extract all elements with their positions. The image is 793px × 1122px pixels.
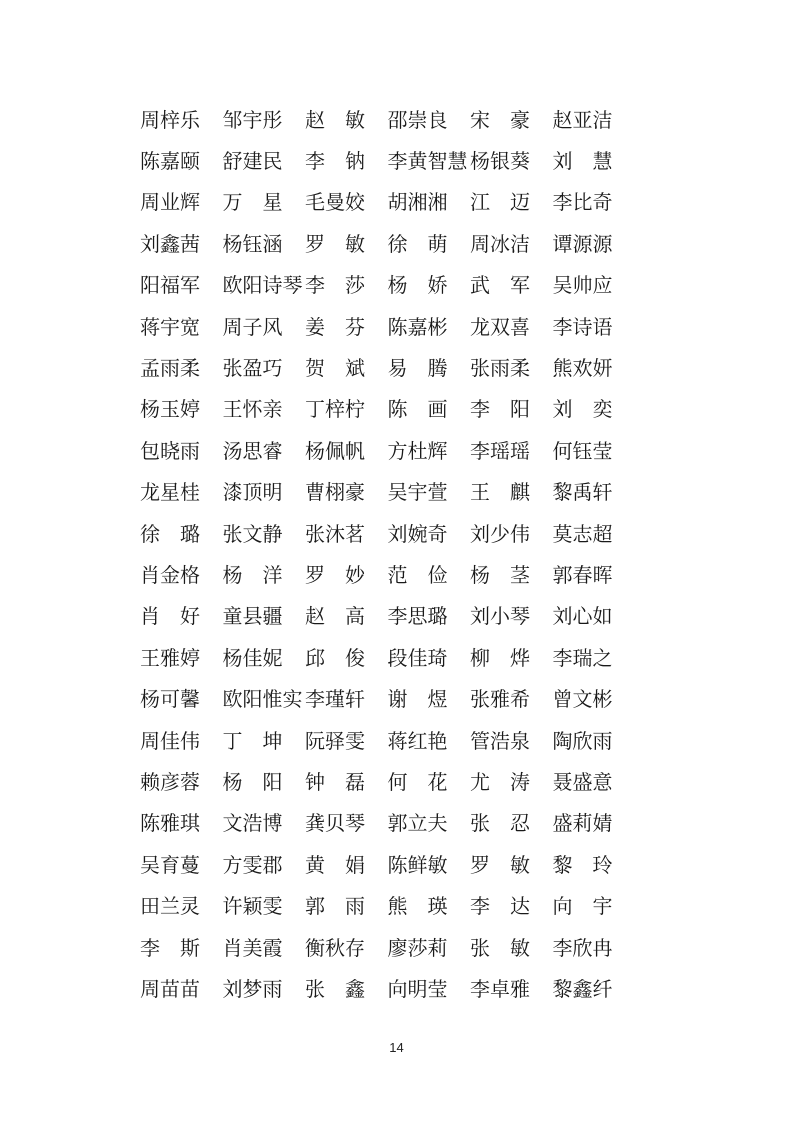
- name-entry: 周苗苗: [140, 976, 200, 1001]
- name-entry: 郭春晖: [552, 562, 613, 587]
- name-entry: 周梓乐: [140, 107, 200, 132]
- name-entry: 杨玉婷: [140, 397, 200, 422]
- name-entry: 衡秋存: [305, 935, 365, 960]
- name-row: [140, 596, 640, 637]
- name-entry: 赖彦蓉: [140, 769, 200, 794]
- name-entry: 张 敏: [470, 935, 530, 960]
- name-entry: 熊欢妍: [552, 356, 613, 381]
- name-row: [140, 844, 640, 885]
- name-entry: 贺 斌: [305, 356, 365, 381]
- name-entry: 黄 娟: [305, 852, 365, 877]
- name-entry: 肖金格: [140, 562, 200, 587]
- name-entry: 赵亚洁: [552, 107, 613, 132]
- name-row: [140, 306, 640, 347]
- name-entry: 盛莉婧: [552, 811, 613, 836]
- name-entry: 方杜辉: [387, 438, 448, 463]
- name-entry: 李 斯: [140, 935, 200, 960]
- name-entry: 李诗语: [552, 314, 613, 339]
- name-entry: 江 迈: [470, 190, 530, 215]
- name-entry: 陈雅琪: [140, 811, 200, 836]
- name-entry: 刘小琴: [470, 604, 530, 629]
- name-entry: 管浩泉: [470, 728, 530, 753]
- name-entry: 谢 煜: [387, 687, 448, 712]
- name-entry: 周佳伟: [140, 728, 200, 753]
- name-entry: 许颖雯: [222, 894, 283, 919]
- name-entry: 刘鑫茜: [140, 231, 200, 256]
- name-entry: 李 莎: [305, 273, 365, 298]
- name-entry: 刘婉奇: [387, 521, 448, 546]
- name-entry: 万 星: [222, 190, 283, 215]
- name-entry: 段佳琦: [387, 645, 448, 670]
- name-entry: 李 阳: [470, 397, 530, 422]
- name-entry: 肖美霞: [222, 935, 283, 960]
- name-entry: 刘心如: [552, 604, 613, 629]
- name-entry: 尤 涛: [470, 769, 530, 794]
- name-entry: 刘少伟: [470, 521, 530, 546]
- name-entry: 廖莎莉: [387, 935, 448, 960]
- name-entry: 武 军: [470, 273, 530, 298]
- name-entry: 张雅希: [470, 687, 530, 712]
- name-entry: 周冰洁: [470, 231, 530, 256]
- name-entry: 杨佩帆: [305, 438, 365, 463]
- name-entry: 杨 茎: [470, 562, 530, 587]
- name-entry: 黎鑫纤: [552, 976, 613, 1001]
- name-entry: 易 腾: [387, 356, 448, 381]
- name-entry: 张沐茗: [305, 521, 365, 546]
- name-entry: 陶欣雨: [552, 728, 613, 753]
- name-entry: 宋 豪: [470, 107, 530, 132]
- name-entry: 曾文彬: [552, 687, 613, 712]
- name-entry: 吴宇萱: [387, 480, 448, 505]
- name-entry: 莫志超: [552, 521, 613, 546]
- name-entry: 陈嘉彬: [387, 314, 448, 339]
- name-entry: 童县疆: [222, 604, 283, 629]
- name-entry: 杨 洋: [222, 562, 283, 587]
- name-entry: 欧阳诗琴: [222, 273, 303, 298]
- name-entry: 杨可馨: [140, 687, 200, 712]
- name-entry: 龙双喜: [470, 314, 530, 339]
- name-entry: 李卓雅: [470, 976, 530, 1001]
- name-entry: 李 达: [470, 894, 530, 919]
- name-entry: 向明莹: [387, 976, 448, 1001]
- name-entry: 黎 玲: [552, 852, 613, 877]
- name-entry: 徐 萌: [387, 231, 448, 256]
- name-row: [140, 968, 640, 1009]
- name-entry: 张文静: [222, 521, 283, 546]
- name-entry: 李欣冉: [552, 935, 613, 960]
- name-entry: 蒋宇宽: [140, 314, 200, 339]
- name-entry: 罗 敏: [470, 852, 530, 877]
- name-entry: 王雅婷: [140, 645, 200, 670]
- name-entry: 王 麒: [470, 480, 530, 505]
- name-entry: 陈 画: [387, 397, 448, 422]
- name-entry: 郭立夫: [387, 811, 448, 836]
- name-entry: 陈嘉颐: [140, 149, 200, 174]
- name-entry: 杨佳妮: [222, 645, 283, 670]
- name-entry: 汤思睿: [222, 438, 283, 463]
- name-entry: 李瑶瑶: [470, 438, 530, 463]
- name-entry: 毛曼姣: [305, 190, 365, 215]
- name-entry: 舒建民: [222, 149, 283, 174]
- name-entry: 张 忍: [470, 811, 530, 836]
- name-row: [140, 182, 640, 223]
- name-entry: 李比奇: [552, 190, 613, 215]
- name-entry: 李思璐: [387, 604, 448, 629]
- name-entry: 陈鲜敏: [387, 852, 448, 877]
- name-row: [140, 803, 640, 844]
- name-entry: 田兰灵: [140, 894, 200, 919]
- name-entry: 漆顶明: [222, 480, 283, 505]
- name-entry: 阮驿雯: [305, 728, 365, 753]
- name-entry: 丁 坤: [222, 728, 283, 753]
- name-entry: 阳福军: [140, 273, 200, 298]
- name-entry: 杨 娇: [387, 273, 448, 298]
- name-entry: 赵 敏: [305, 107, 365, 132]
- name-entry: 徐 璐: [140, 521, 200, 546]
- name-row: [140, 99, 640, 140]
- name-entry: 欧阳惟实: [222, 687, 303, 712]
- name-entry: 方雯郡: [222, 852, 283, 877]
- page-number: 14: [389, 1040, 404, 1055]
- name-entry: 王怀亲: [222, 397, 283, 422]
- name-entry: 姜 芬: [305, 314, 365, 339]
- name-entry: 包晓雨: [140, 438, 200, 463]
- name-row: [140, 513, 640, 554]
- name-entry: 孟雨柔: [140, 356, 200, 381]
- name-row: [140, 554, 640, 595]
- name-entry: 刘梦雨: [222, 976, 283, 1001]
- name-entry: 李瑾轩: [305, 687, 365, 712]
- name-entry: 胡湘湘: [387, 190, 448, 215]
- name-row: [140, 472, 640, 513]
- name-row: [140, 389, 640, 430]
- name-row: [140, 678, 640, 719]
- name-entry: 周子风: [222, 314, 283, 339]
- name-entry: 熊 瑛: [387, 894, 448, 919]
- name-entry: 赵 高: [305, 604, 365, 629]
- name-entry: 龙星桂: [140, 480, 200, 505]
- name-entry: 杨钰涵: [222, 231, 283, 256]
- name-entry: 邹宇彤: [222, 107, 283, 132]
- name-row: [140, 223, 640, 264]
- name-entry: 吴帅应: [552, 273, 613, 298]
- name-entry: 黎禹轩: [552, 480, 613, 505]
- name-row: [140, 720, 640, 761]
- name-row: [140, 637, 640, 678]
- name-entry: 李黄智慧: [387, 149, 468, 174]
- name-entry: 柳 烨: [470, 645, 530, 670]
- name-entry: 谭源源: [552, 231, 613, 256]
- name-entry: 张雨柔: [470, 356, 530, 381]
- name-entry: 杨银葵: [470, 149, 530, 174]
- name-entry: 向 宇: [552, 894, 613, 919]
- name-entry: 张盈巧: [222, 356, 283, 381]
- name-entry: 刘 奕: [552, 397, 613, 422]
- name-entry: 龚贝琴: [305, 811, 365, 836]
- name-row: [140, 761, 640, 802]
- name-entry: 何钰莹: [552, 438, 613, 463]
- name-row: [140, 140, 640, 181]
- name-entry: 刘 慧: [552, 149, 613, 174]
- name-entry: 蒋红艳: [387, 728, 448, 753]
- name-entry: 罗 妙: [305, 562, 365, 587]
- name-entry: 罗 敏: [305, 231, 365, 256]
- name-list: [140, 99, 640, 1010]
- name-row: [140, 430, 640, 471]
- name-entry: 周业辉: [140, 190, 200, 215]
- name-entry: 钟 磊: [305, 769, 365, 794]
- name-row: [140, 265, 640, 306]
- name-entry: 丁梓柠: [305, 397, 365, 422]
- name-entry: 吴育蔓: [140, 852, 200, 877]
- name-entry: 张 鑫: [305, 976, 365, 1001]
- name-entry: 曹栩豪: [305, 480, 365, 505]
- name-entry: 邵崇良: [387, 107, 448, 132]
- name-entry: 肖 好: [140, 604, 200, 629]
- name-entry: 文浩博: [222, 811, 283, 836]
- name-entry: 聂盛意: [552, 769, 613, 794]
- name-row: [140, 927, 640, 968]
- name-entry: 何 花: [387, 769, 448, 794]
- name-entry: 杨 阳: [222, 769, 283, 794]
- name-entry: 郭 雨: [305, 894, 365, 919]
- name-entry: 邱 俊: [305, 645, 365, 670]
- name-row: [140, 885, 640, 926]
- name-entry: 李瑞之: [552, 645, 613, 670]
- name-entry: 范 俭: [387, 562, 448, 587]
- name-row: [140, 347, 640, 388]
- name-entry: 李 钠: [305, 149, 365, 174]
